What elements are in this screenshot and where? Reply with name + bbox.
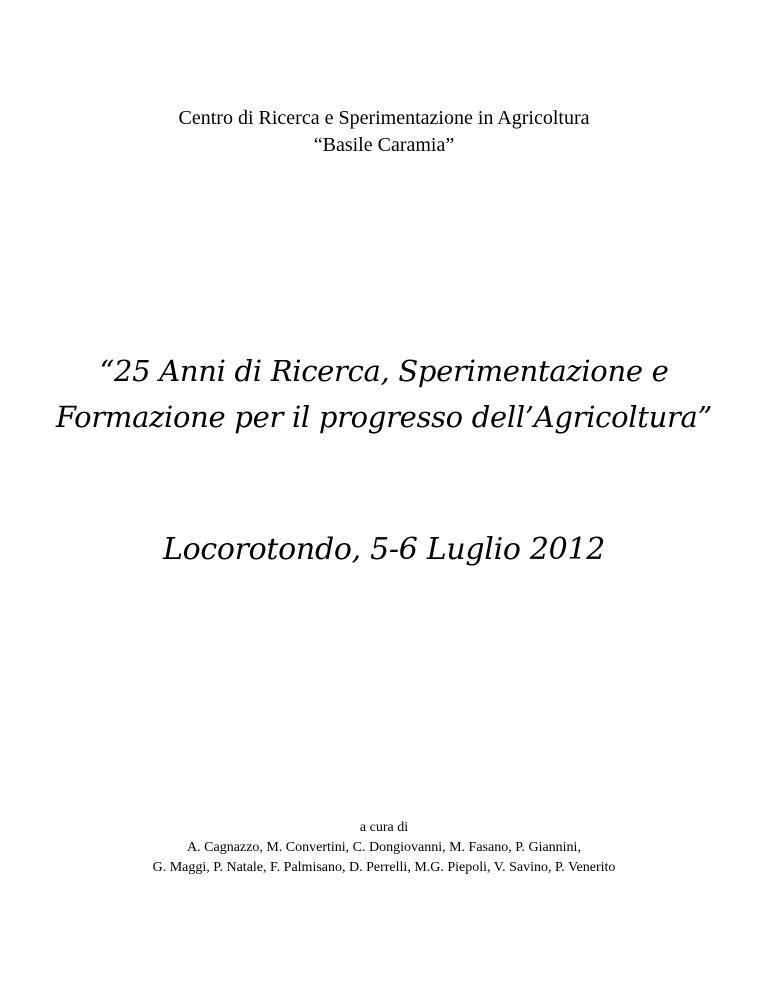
event-place-date: Locorotondo, 5-6 Luglio 2012	[162, 532, 606, 567]
event-title-line-2: Formazione per il progresso dell’Agricoltura”	[55, 400, 713, 434]
editors-line-2: G. Maggi, P. Natale, F. Palmisano, D. Perrelli, M.G. Piepoli, V. Savino, P. Venerito	[152, 860, 616, 875]
institution-header	[0, 105, 768, 159]
editors-line-1: A. Cagnazzo, M. Convertini, C. Dongiovanni, M. Fasano, P. Giannini,	[187, 840, 581, 855]
institution-name: Centro di Ricerca e Sperimentazione in Agricoltura	[178, 107, 590, 129]
editors-block	[0, 818, 768, 878]
editors-lead: a cura di	[359, 820, 409, 835]
event-title	[0, 348, 768, 440]
event-title-line-1: “25 Anni di Ricerca, Sperimentazione e	[99, 354, 669, 388]
institution-subtitle: “Basile Caramia”	[313, 134, 455, 156]
